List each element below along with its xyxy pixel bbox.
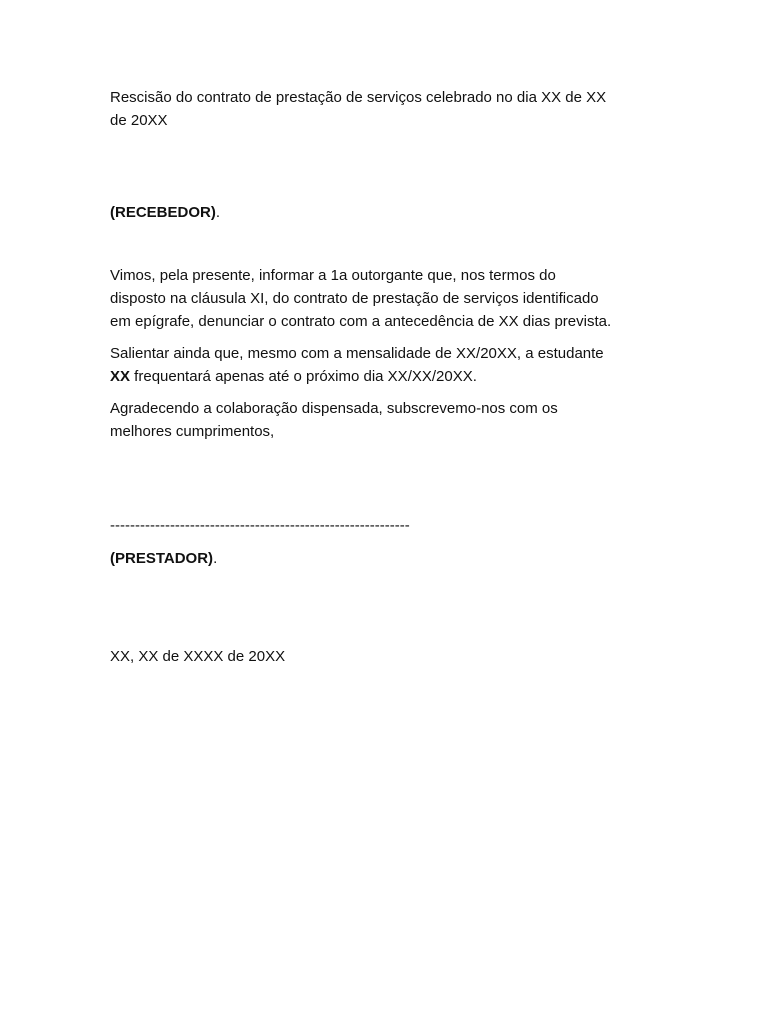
subject-line-2: de 20XX [110,112,168,129]
signatory-punctuation: . [213,550,218,567]
place-date: XX, XX de XXXX de 20XX [110,648,286,665]
paragraph-student-line-1: Salientar ainda que, mesmo com a mensalidade de XX/20XX, a estudante [110,345,604,362]
paragraph-notice-line-1: Vimos, pela presente, informar a 1a outorgante que, nos termos do [110,267,556,284]
signatory-line [110,547,670,570]
paragraph-closing-line-2: melhores cumprimentos, [110,423,275,440]
subject-line-1: Rescisão do contrato de prestação de serviços celebrado no dia XX de XX [110,89,607,106]
signatory-name: (PRESTADOR) [110,550,214,567]
paragraph-student-line-2-rest: frequentará apenas até o próximo dia XX/XX/20XX. [130,368,477,385]
paragraph-closing-line-1: Agradecendo a colaboração dispensada, subscrevemo-nos com os [110,400,558,417]
paragraph-student-line-2 [110,365,670,388]
signature-line: ------------------------------------------------------------ [110,517,410,534]
paragraph-notice-line-3: em epígrafe, denunciar o contrato com a antecedência de XX dias prevista. [110,313,612,330]
recipient-line [110,201,670,224]
paragraph-student [110,342,670,388]
paragraph-closing [110,397,670,443]
subject-heading [110,86,670,132]
paragraph-notice-line-2: disposto na cláusula XI, do contrato de prestação de serviços identificado [110,290,599,307]
recipient-name: (RECEBEDOR) [110,204,216,221]
recipient-punctuation: . [215,204,221,221]
student-name: XX [110,368,131,385]
paragraph-notice [110,264,670,333]
